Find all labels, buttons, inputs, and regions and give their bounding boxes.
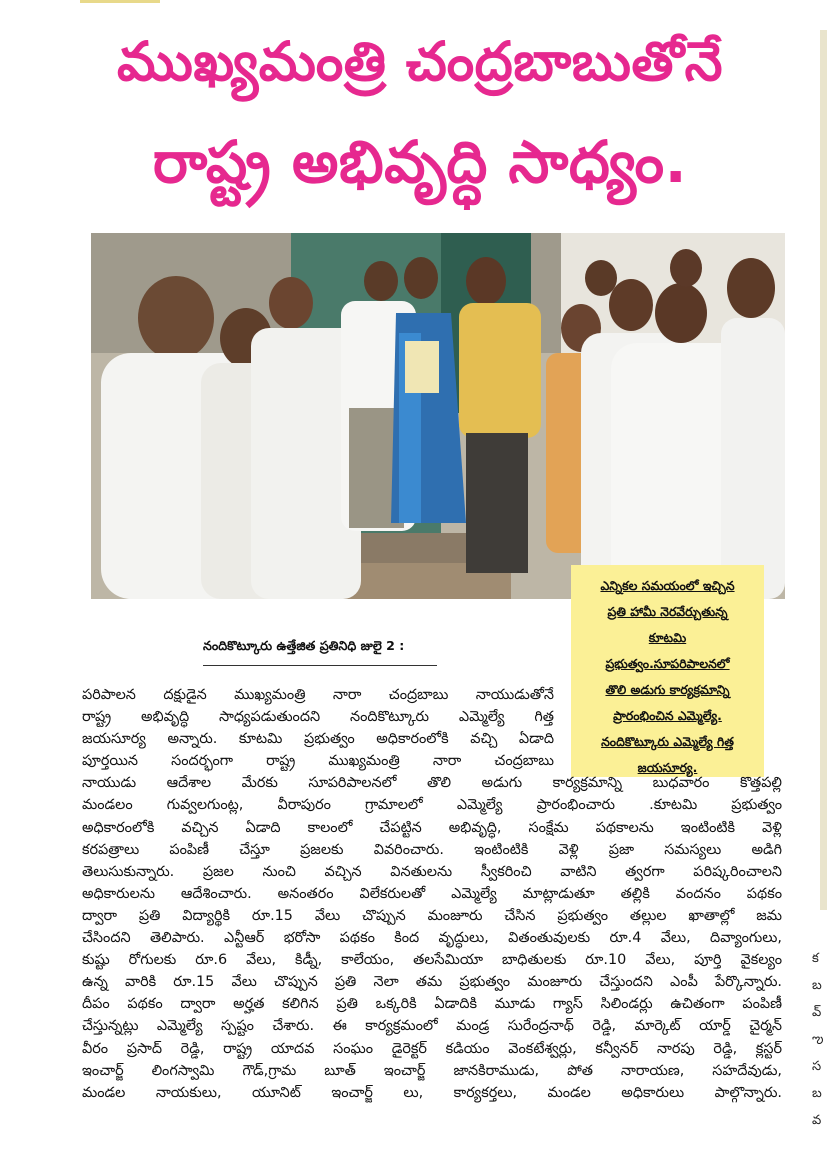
article-line: ఇంచార్జ్ లింగస్వామి గౌడ్,గ్రామ బూత్ ఇంచార్జ్ జానకిరాముడు, పోత నారాయణ, సహదేవుడు, [82, 1062, 782, 1079]
article-line: అధికారులను ఆదేశించారు. అనంతరం విలేకరులతో ఎమ్మెల్యే మాట్లాడుతూ తల్లికి వందనం పథకం [82, 885, 782, 902]
callout-line: ప్రభుత్వం.సూపరిపాలనలో [605, 656, 730, 671]
news-photo [91, 233, 785, 599]
callout-line: ప్రతి హామీ నెరవేర్చుతున్న [607, 604, 728, 619]
article-line: దీపం పథకం ద్వారా అర్హత కలిగిన ప్రతి ఒక్కరికి ఏడాదికి మూడు గ్యాస్ సిలిండర్లు ఉచితంగా పంపిణీ [82, 996, 782, 1013]
fragment-char: బ [812, 978, 822, 993]
article-line: కుష్టు రోగులకు రూ.6 వేలు, కిడ్నీ, కాలేయం, తలసేమియా బాధితులకు రూ.10 వేలు, పూర్తి వైకల్యం [82, 952, 782, 969]
fragment-char: బ [812, 1086, 822, 1101]
article-line: మండలం గువ్వలగుంట్ల, వీరాపురం గ్రామాలలో ఎమ్మెల్యే ప్రారంభించారు .కూటమి ప్రభుత్వం [82, 797, 782, 814]
article-line: ఉన్న వారికి రూ.15 వేలు చొప్పున ప్రతి నెలా తమ ప్రభుత్వం మంజూరు చేస్తుందని ఎంపీ పేర్కొన్నారు. [82, 974, 782, 991]
article-body [82, 684, 782, 1104]
headline-line-1: ముఖ్యమంత్రి చంద్రబాబుతోనే [117, 30, 723, 93]
article-line: అధికారంలోకి వచ్చిన ఏడాది కాలంలో చేపట్టిన అభివృద్ధి, సంక్షేమ పథకాలను ఇంటింటికి వెళ్లి [82, 819, 782, 836]
article-line: జయసూర్య అన్నారు. కూటమి ప్రభుత్వం అధికారంలోకి వచ్చి ఏడాది [82, 731, 554, 748]
fragment-char: వ [812, 1113, 822, 1128]
article-line: పరిపాలన దక్షుడైన ముఖ్యమంత్రి నారా చంద్రబాబు నాయుడుతోనే [82, 687, 554, 703]
article-line: చేసిందని తెలిపారు. ఎన్టీఆర్ భరోసా పథకం కింద వృద్ధులు, వితంతువులకు రూ.4 వేలు, దివ్యాంగులు, [82, 930, 782, 947]
fragment-char: ఌ [812, 1032, 824, 1047]
article-line: వీరం ప్రసాద్ రెడ్డి, రాష్ట్ర యాదవ సంఘం డైరెక్టర్ కడియం వెంకటేశ్వర్లు, కన్వీనర్ నారపు రెడ్డి, క్లస్టర్ [82, 1040, 782, 1057]
article-line: మండల నాయకులు, యూనిట్ ఇంచార్జ్ లు, కార్యకర్తలు, మండల అధికారులు పాల్గొన్నారు. [82, 1084, 782, 1101]
callout-line: కూటమి [648, 630, 687, 645]
article-line: పూర్తయిన సందర్భంగా రాష్ట్ర ముఖ్యమంత్రి నారా చంద్రబాబు [82, 753, 554, 770]
news-photo-illustration [91, 233, 785, 599]
top-decor-strip [80, 0, 160, 3]
article-line: చేస్తున్నట్లు ఎమ్మెల్యే స్పష్టం చేశారు. ఈ కార్యక్రమంలో మండ్ర సురేంద్రనాథ్ రెడ్డి, మార్కెట్ యార్డ్ చైర్మన్ [82, 1018, 782, 1035]
callout-line: ఎన్నికల సమయంలో ఇచ్చిన [600, 578, 735, 593]
headline-line-2: రాష్ట్ర అభివృద్ధి సాధ్యం. [152, 128, 688, 196]
callout-line: నందికొట్కూరు ఎమ్మెల్యే గిత్త [601, 734, 734, 749]
right-margin-bar [820, 30, 827, 910]
article-line: తెలుసుకున్నారు. ప్రజల నుంచి వచ్చిన వినతులను స్వీకరించి వాటిని త్వరగా పరిష్కరించాలని [82, 863, 782, 880]
article-line: నాయుడు ఆదేశాల మేరకు సూపరిపాలనలో తొలి అడుగు కార్యక్రమాన్ని బుధవారం కొత్తపల్లి [82, 775, 782, 792]
fragment-char: క [812, 951, 819, 966]
fragment-char: స [812, 1059, 822, 1074]
callout-line: జయసూర్య. [637, 760, 698, 775]
fragment-char: వ్ [812, 1005, 822, 1020]
article-line: కరపత్రాలు పంపిణీ చేస్తూ ప్రజలకు వివరించారు. ఇంటింటికి వెళ్లి ప్రజా సమస్యలు అడిగి [82, 841, 782, 858]
callout-line: ప్రారంభించిన ఎమ్మెల్యే. [613, 708, 722, 723]
dateline: నందికొట్కూరు ఉత్తేజిత ప్రతినిధి జులై 2 : [203, 638, 437, 666]
callout-line: తొలి అడుగు కార్యక్రమాన్ని [605, 682, 730, 697]
adjacent-article-fragment [812, 945, 827, 1134]
article-line: రాష్ట్ర అభివృద్ధి సాధ్యపడుతుందని నందికొట్కూరు ఎమ్మెల్యే గిత్త [82, 709, 554, 726]
article-line: ద్వారా ప్రతి విద్యార్థికి రూ.15 వేలు చొప్పున మంజూరు చేసిన ప్రభుత్వం తల్లుల ఖాతాల్లో జమ [82, 907, 782, 924]
